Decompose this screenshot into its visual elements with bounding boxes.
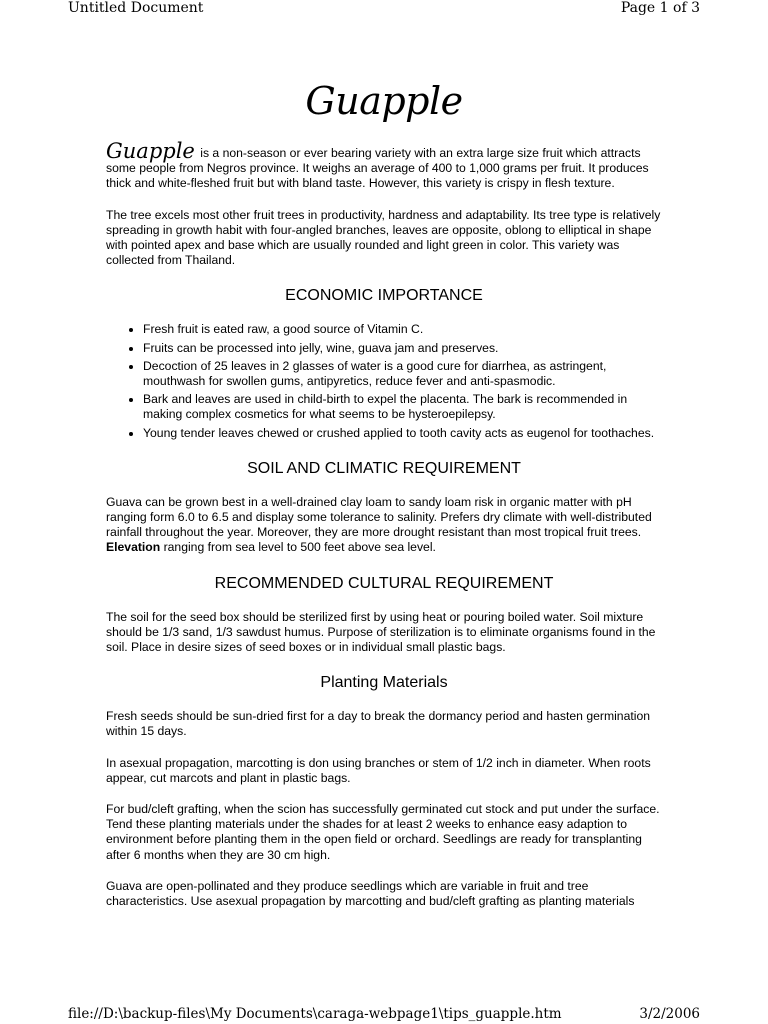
list-item: • Fresh fruit is eated raw, a good source of Vitamin C. xyxy=(143,322,662,337)
print-footer xyxy=(0,1006,768,1024)
soil-paragraph xyxy=(106,495,662,556)
cultural-paragraph: The soil for the seed box should be sterilized first by using heat or pouring boiled water. Soil mixture should be 1/3 sand, 1/3 sawdust humus. Purpose of sterilization is to eliminate organisms found in the soil. Place in desire sizes of seed boxes or in individual small plastic bags. xyxy=(106,609,656,655)
intro-paragraph xyxy=(106,139,662,192)
footer-file-path: file://D:\backup-files\My Documents\caraga-webpage1\tips_guapple.htm xyxy=(68,1006,562,1022)
planting-paragraph: Fresh seeds should be sun-dried first for a day to break the dormancy period and hasten germination within 15 days. xyxy=(106,709,651,739)
page-title: Guapple xyxy=(305,79,463,123)
cultural-requirement-heading: RECOMMENDED CULTURAL REQUIREMENT xyxy=(214,574,554,592)
document-body xyxy=(106,70,662,925)
planting-paragraph: Guava are open-pollinated and they produce seedlings which are variable in fruit and tree characteristics. Use asexual propagation by marcotting and bud/cleft grafting as planting materials xyxy=(106,878,635,909)
soil-text-end: ranging from sea level to 500 feet above sea level. xyxy=(160,540,436,555)
planting-paragraph: For bud/cleft grafting, when the scion has successfully germinated cut stock and put under the surface. Tend these planting materials under the shades for at least 2 weeks to enhance easy adaption to environment before planting them in the open field or orchard. Seedlings are ready for transplanting after 6 months when they are 30 cm high. xyxy=(106,802,660,862)
intro-lead-word: Guapple xyxy=(106,139,195,163)
economic-importance-list xyxy=(106,322,662,440)
footer-date: 3/2/2006 xyxy=(639,1006,700,1022)
planting-materials-heading: Planting Materials xyxy=(320,674,448,692)
list-item: • Fruits can be processed into jelly, wine, guava jam and preserves. xyxy=(143,341,662,356)
list-item: • Young tender leaves chewed or crushed applied to tooth cavity acts as eugenol for toothaches. xyxy=(143,426,662,441)
elevation-label: Elevation xyxy=(106,540,161,555)
intro-text: is a non-season or ever bearing variety with an extra large size fruit which attracts some people from Negros province. It weighs an average of 400 to 1,000 grams per fruit. It produces thick and white-fleshed fruit but with bland taste. However, this variety is crispy in flesh texture. xyxy=(106,146,649,191)
description-paragraph: The tree excels most other fruit trees in productivity, hardness and adaptability. Its tree type is relatively spreading in growth habit with four-angled branches, leaves are opposite, oblong to elliptical in shape with pointed apex and base which are usually rounded and light green in color. This variety was collected from Thailand. xyxy=(106,207,661,268)
print-header xyxy=(0,0,768,22)
soil-climatic-heading: SOIL AND CLIMATIC REQUIREMENT xyxy=(247,459,521,477)
planting-paragraph: In asexual propagation, marcotting is don using branches or stem of 1/2 inch in diameter. When roots appear, cut marcots and plant in plastic bags. xyxy=(106,755,651,785)
list-item: • Bark and leaves are used in child-birth to expel the placenta. The bark is recommended in making complex cosmetics for what seems to be hysteroepilepsy. xyxy=(143,392,662,422)
list-item: • Decoction of 25 leaves in 2 glasses of water is a good cure for diarrhea, as astringent, mouthwash for swollen gums, antipyretics, reduce fever and anti-spasmodic. xyxy=(143,359,662,389)
header-page-number: Page 1 of 3 xyxy=(620,0,700,16)
economic-importance-heading: ECONOMIC IMPORTANCE xyxy=(285,287,483,305)
header-document-title: Untitled Document xyxy=(68,0,204,16)
soil-text: Guava can be grown best in a well-drained clay loam to sandy loam risk in organic matter with pH ranging form 6.0 to 6.5 and display some tolerance to salinity. Prefers dry climate with well-distributed rainfall throughout the year. Moreover, they are more drought resistant than most tropical fruit trees. xyxy=(106,494,652,540)
